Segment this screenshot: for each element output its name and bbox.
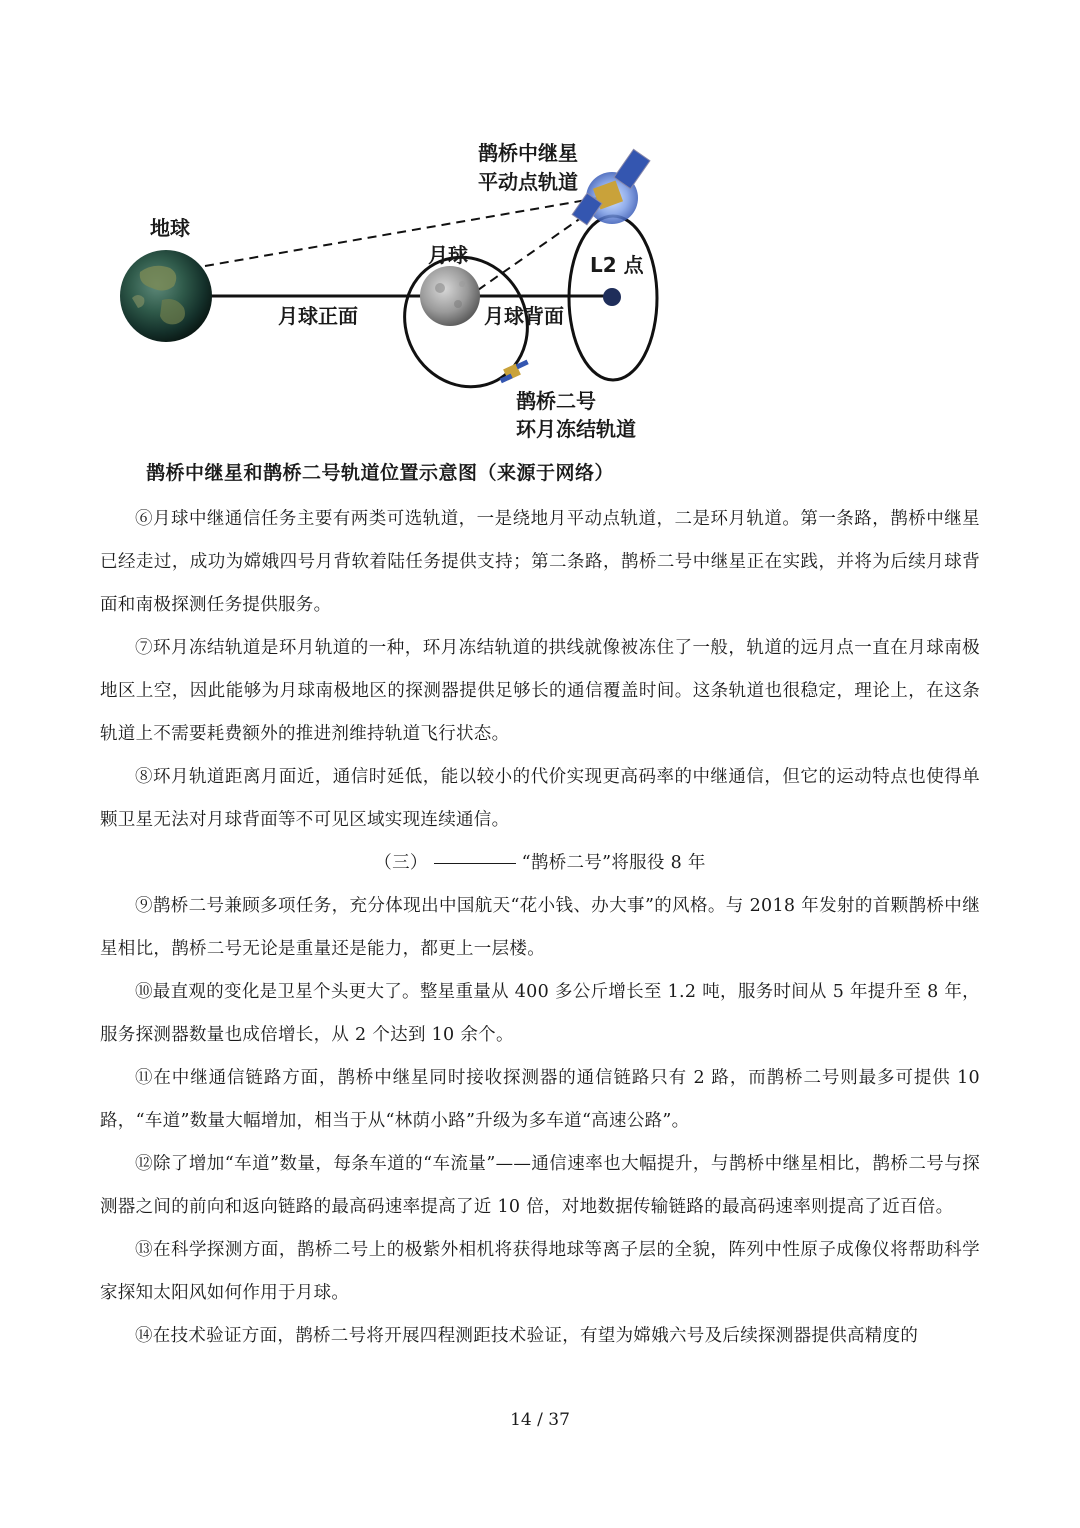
earth-globe	[120, 250, 212, 342]
section-heading	[100, 842, 980, 885]
paragraph-10: ⑩最直观的变化是卫星个头更大了。整星重量从 400 多公斤增长至 1.2 吨，服务时间从 5 年提升至 8 年，服务探测器数量也成倍增长，从 2 个达到 10 余个。	[100, 982, 980, 1045]
paragraph-9: ⑨鹊桥二号兼顾多项任务，充分体现出中国航天“花小钱、办大事”的风格。与 2018 年发射的首颗鹊桥中继星相比，鹊桥二号无论是重量还是能力，都更上一层楼。	[100, 896, 980, 959]
paragraph-13: ⑬在科学探测方面，鹊桥二号上的极紫外相机将获得地球等离子层的全貌，阵列中性原子成像仪将帮助科学家探知太阳风如何作用于月球。	[100, 1240, 980, 1303]
paragraph-11: ⑪在中继通信链路方面，鹊桥中继星同时接收探测器的通信链路只有 2 路，而鹊桥二号则最多可提供 10 路，“车道”数量大幅增加，相当于从“林荫小路”升级为多车道“高速公路”。	[100, 1068, 980, 1131]
fill-in-blank[interactable]	[434, 862, 516, 864]
paragraph-7: ⑦环月冻结轨道是环月轨道的一种，环月冻结轨道的拱线就像被冻住了一般，轨道的远月点一直在月球南极地区上空，因此能够为月球南极地区的探测器提供足够长的通信覆盖时间。这条轨道也很稳定，理论上，在这条轨道上不需要耗费额外的推进剂维持轨道飞行状态。	[100, 638, 980, 744]
relay-satellite-icon	[572, 149, 650, 224]
orbit-diagram	[0, 0, 1080, 450]
label-near-side: 月球正面	[278, 304, 358, 328]
label-relay-line1: 鹊桥中继星	[478, 141, 578, 165]
moon-globe	[420, 266, 480, 326]
paragraph-6: ⑥月球中继通信任务主要有两类可选轨道，一是绕地月平动点轨道，二是环月轨道。第一条路，鹊桥中继星已经走过，成功为嫦娥四号月背软着陆任务提供支持；第二条路，鹊桥二号中继星正在实践，并将为后续月球背面和南极探测任务提供服务。	[100, 509, 980, 615]
label-qq2-line1: 鹊桥二号	[516, 389, 596, 413]
l2-point	[603, 288, 621, 306]
paragraph-12: ⑫除了增加“车道”数量，每条车道的“车流量”——通信速率也大幅提升，与鹊桥中继星相比，鹊桥二号与探测器之间的前向和返向链路的最高码速率提高了近 10 倍，对地数据传输链路的最高码速率则提高了近百倍。	[100, 1154, 980, 1217]
paragraph-8: ⑧环月轨道距离月面近，通信时延低，能以较小的代价实现更高码率的中继通信，但它的运动特点也使得单颗卫星无法对月球背面等不可见区域实现连续通信。	[100, 767, 980, 830]
section-heading-suffix: “鹊桥二号”将服役 8 年	[521, 853, 706, 873]
figure-caption: 鹊桥中继星和鹊桥二号轨道位置示意图（来源于网络）	[146, 462, 615, 484]
earth-relay-dashed-line	[205, 198, 598, 266]
qq2-satellite-icon	[500, 360, 529, 384]
page-number: 14 / 37	[510, 1410, 570, 1430]
article-body	[100, 498, 980, 1358]
label-far-side: 月球背面	[484, 304, 564, 328]
paragraph-14: ⑭在技术验证方面，鹊桥二号将开展四程测距技术验证，有望为嫦娥六号及后续探测器提供高精度的	[135, 1326, 919, 1346]
label-qq2-line2: 环月冻结轨道	[516, 417, 636, 441]
label-earth: 地球	[150, 216, 190, 240]
section-heading-prefix: （三）	[374, 853, 428, 873]
label-moon: 月球	[428, 243, 468, 267]
label-relay-line2: 平动点轨道	[478, 170, 578, 194]
label-l2: L2 点	[590, 253, 644, 277]
